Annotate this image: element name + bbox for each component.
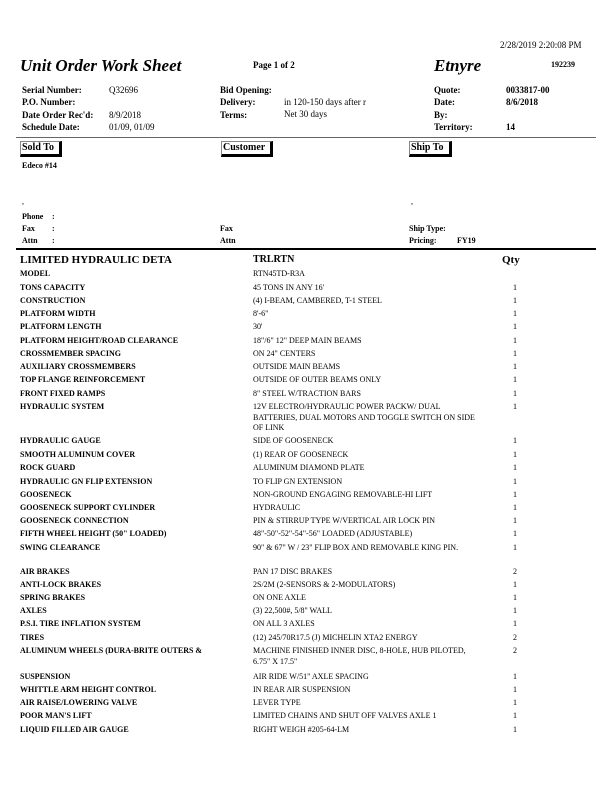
option-name: CROSSMEMBER SPACING xyxy=(20,349,121,358)
option-description: 90" & 67" W / 23" FLIP BOX AND REMOVABLE KING PIN. xyxy=(253,543,459,552)
date-value: 8/6/2018 xyxy=(506,97,539,108)
option-qty: 1 xyxy=(513,503,517,512)
option-name: LIQUID FILLED AIR GAUGE xyxy=(20,725,129,734)
ship-to-box: Ship To xyxy=(409,141,452,157)
option-description: PIN & STIRRUP TYPE W/VERTICAL AIR LOCK PIN xyxy=(253,516,435,525)
option-name: AIR RAISE/LOWERING VALVE xyxy=(20,698,138,707)
fax-label: Fax xyxy=(22,224,35,233)
option-name: PLATFORM LENGTH xyxy=(20,322,102,331)
option-qty: 2 xyxy=(513,633,517,642)
option-description: OUTSIDE MAIN BEAMS xyxy=(253,362,341,371)
option-name: HYDRAULIC SYSTEM xyxy=(20,402,105,411)
serial-value: Q32696 xyxy=(109,85,138,95)
phone-label: Phone xyxy=(22,212,44,221)
option-description: IN REAR AIR SUSPENSION xyxy=(253,685,351,694)
option-description: (4) I-BEAM, CAMBERED, T-1 STEEL xyxy=(253,296,382,305)
option-description: (12) 245/70R17.5 (J) MICHELIN XTA2 ENERGY xyxy=(253,633,418,642)
option-name: ROCK GUARD xyxy=(20,463,76,472)
option-description: LEVER TYPE xyxy=(253,698,301,707)
attn-label: Attn xyxy=(22,236,38,245)
option-qty: 1 xyxy=(513,309,517,318)
option-description: 12V ELECTRO/HYDRAULIC POWER PACKW/ DUAL BATTERIES, DUAL MOTORS AND TOGGLE SWITCH ON SIDE OF LINK xyxy=(253,402,475,432)
sold-to-name: Edeco #14 xyxy=(22,161,57,170)
customer-fax-label: Fax xyxy=(220,224,233,233)
terms-label: Terms: xyxy=(220,109,248,120)
option-name: TIRES xyxy=(20,633,45,642)
option-name: TONS CAPACITY xyxy=(20,283,86,292)
option-name: SMOOTH ALUMINUM COVER xyxy=(20,450,136,459)
territory-label: Territory: xyxy=(434,121,473,132)
attn-colon: : xyxy=(52,236,55,245)
option-description: 48"-50"-52"-54"-56" LOADED (ADJUSTABLE) xyxy=(253,529,413,538)
option-name: PLATFORM HEIGHT/ROAD CLEARANCE xyxy=(20,336,179,345)
option-qty: 1 xyxy=(513,389,517,398)
brand-name: Etnyre xyxy=(434,56,482,75)
option-name: SUSPENSION xyxy=(20,672,71,681)
option-name: HYDRAULIC GAUGE xyxy=(20,436,101,445)
option-qty: 1 xyxy=(513,516,517,525)
option-qty: 1 xyxy=(513,593,517,602)
option-qty: 2 xyxy=(513,567,517,576)
option-description: RTN45TD-R3A xyxy=(253,269,305,278)
option-qty: 1 xyxy=(513,322,517,331)
date-label: Date: xyxy=(434,97,455,108)
option-qty: 1 xyxy=(513,672,517,681)
serial-label: Serial Number: xyxy=(22,85,82,95)
option-name: ANTI-LOCK BRAKES xyxy=(20,580,102,589)
option-qty: 1 xyxy=(513,402,517,411)
option-name: WHITTLE ARM HEIGHT CONTROL xyxy=(20,685,157,694)
terms-value: Net 30 days xyxy=(284,109,327,120)
option-description: TO FLIP GN EXTENSION xyxy=(253,477,343,486)
quote-value: 0033817-00 xyxy=(506,85,550,95)
option-qty: 1 xyxy=(513,711,517,720)
quote-label: Quote: xyxy=(434,85,461,95)
option-qty: 1 xyxy=(513,543,517,552)
sold-to-box: Sold To xyxy=(20,141,62,157)
option-description: ON 24" CENTERS xyxy=(253,349,316,358)
option-description: LIMITED CHAINS AND SHUT OFF VALVES AXLE 1 xyxy=(253,711,437,720)
option-qty: 1 xyxy=(513,362,517,371)
document-number: 192239 xyxy=(551,60,575,69)
option-description: 18"/6" 12" DEEP MAIN BEAMS xyxy=(253,336,362,345)
option-name: GOOSENECK CONNECTION xyxy=(20,516,129,525)
delivery-value: in 120-150 days after r xyxy=(284,97,366,107)
pricing-value: FY19 xyxy=(457,236,476,245)
option-qty: 1 xyxy=(513,698,517,707)
header-values-mid xyxy=(284,96,366,121)
option-qty: 1 xyxy=(513,336,517,345)
option-description: (1) REAR OF GOOSENECK xyxy=(253,450,349,459)
option-name: ALUMINUM WHEELS (DURA-BRITE OUTERS & xyxy=(20,646,203,655)
option-description: ON ONE AXLE xyxy=(253,593,306,602)
option-name: AXLES xyxy=(20,606,47,615)
option-description: HYDRAULIC xyxy=(253,503,301,512)
customer-attn-label: Attn xyxy=(220,236,236,245)
order-date-label: Date Order Rec'd: xyxy=(22,109,94,120)
option-description: AIR RIDE W/51" AXLE SPACING xyxy=(253,672,369,681)
header-labels-mid xyxy=(220,84,272,121)
schedule-date-label: Schedule Date: xyxy=(22,121,80,132)
option-name: FRONT FIXED RAMPS xyxy=(20,389,106,398)
table-header-option: LIMITED HYDRAULIC DETA xyxy=(20,254,172,266)
option-description: SIDE OF GOOSENECK xyxy=(253,436,334,445)
print-timestamp: 2/28/2019 2:20:08 PM xyxy=(500,40,582,50)
option-name: PLATFORM WIDTH xyxy=(20,309,96,318)
header-labels-left xyxy=(22,84,93,133)
delivery-label: Delivery: xyxy=(220,97,256,108)
option-name: CONSTRUCTION xyxy=(20,296,86,305)
option-description: PAN 17 DISC BRAKES xyxy=(253,567,333,576)
option-qty: 1 xyxy=(513,580,517,589)
option-name: GOOSENECK xyxy=(20,490,72,499)
option-qty: 1 xyxy=(513,463,517,472)
option-qty: 1 xyxy=(513,436,517,445)
option-description: (3) 22,500#, 5/8" WALL xyxy=(253,606,332,615)
option-description: ALUMINUM DIAMOND PLATE xyxy=(253,463,365,472)
territory-value: 14 xyxy=(506,121,515,132)
table-header-qty: Qty xyxy=(502,254,520,266)
option-qty: 1 xyxy=(513,283,517,292)
option-name: POOR MAN'S LIFT xyxy=(20,711,92,720)
option-qty: 1 xyxy=(513,296,517,305)
option-description: 2S/2M (2-SENSORS & 2-MODULATORS) xyxy=(253,580,396,589)
ship-type-label: Ship Type: xyxy=(409,224,446,233)
option-qty: 1 xyxy=(513,450,517,459)
phone-colon: : xyxy=(52,212,55,221)
header-values-left xyxy=(109,84,155,133)
option-description: 45 TONS IN ANY 16' xyxy=(253,283,325,292)
page-number: Page 1 of 2 xyxy=(253,60,295,70)
option-name: AIR BRAKES xyxy=(20,567,70,576)
schedule-date-value: 01/09, 01/09 xyxy=(109,121,155,132)
ship-to-address-separator: , xyxy=(411,197,413,206)
option-qty: 1 xyxy=(513,725,517,734)
option-description: OUTSIDE OF OUTER BEAMS ONLY xyxy=(253,375,382,384)
option-description: NON-GROUND ENGAGING REMOVABLE-HI LIFT xyxy=(253,490,433,499)
order-date-value: 8/9/2018 xyxy=(109,109,142,120)
option-name: AUXILIARY CROSSMEMBERS xyxy=(20,362,136,371)
option-description: 8" STEEL W/TRACTION BARS xyxy=(253,389,361,398)
option-name: TOP FLANGE REINFORCEMENT xyxy=(20,375,146,384)
option-qty: 1 xyxy=(513,375,517,384)
option-name: MODEL xyxy=(20,269,51,278)
option-description: MACHINE FINISHED INNER DISC, 8-HOLE, HUB PILOTED, 6.75" X 17.5" xyxy=(253,646,466,666)
bid-opening-label: Bid Opening: xyxy=(220,85,272,95)
option-description: 8'-6" xyxy=(253,309,269,318)
customer-box: Customer xyxy=(221,141,273,157)
option-description: RIGHT WEIGH #205-64-LM xyxy=(253,725,350,734)
option-qty: 1 xyxy=(513,477,517,486)
option-qty: 1 xyxy=(513,606,517,615)
option-name: P.S.I. TIRE INFLATION SYSTEM xyxy=(20,619,141,628)
po-label: P.O. Number: xyxy=(22,97,76,108)
sold-to-address-separator: , xyxy=(22,197,24,206)
option-name: SWING CLEARANCE xyxy=(20,543,101,552)
option-description: ON ALL 3 AXLES xyxy=(253,619,315,628)
fax-colon: : xyxy=(52,224,55,233)
option-name: GOOSENECK SUPPORT CYLINDER xyxy=(20,503,156,512)
page-title: Unit Order Work Sheet xyxy=(20,56,182,75)
table-header-model: TRLRTN xyxy=(253,254,295,265)
option-qty: 1 xyxy=(513,685,517,694)
table-top-rule xyxy=(16,248,596,250)
option-name: SPRING BRAKES xyxy=(20,593,86,602)
pricing-label: Pricing: xyxy=(409,236,437,245)
option-qty: 1 xyxy=(513,619,517,628)
option-qty: 1 xyxy=(513,529,517,538)
option-qty: 1 xyxy=(513,349,517,358)
header-values-right xyxy=(506,84,550,133)
header-labels-right xyxy=(434,84,473,133)
option-description: 30' xyxy=(253,322,263,331)
by-label: By: xyxy=(434,109,448,120)
option-qty: 1 xyxy=(513,490,517,499)
option-name: HYDRAULIC GN FLIP EXTENSION xyxy=(20,477,153,486)
divider xyxy=(16,137,596,138)
option-qty: 2 xyxy=(513,646,517,655)
option-name: FIFTH WHEEL HEIGHT (50" LOADED) xyxy=(20,529,167,538)
